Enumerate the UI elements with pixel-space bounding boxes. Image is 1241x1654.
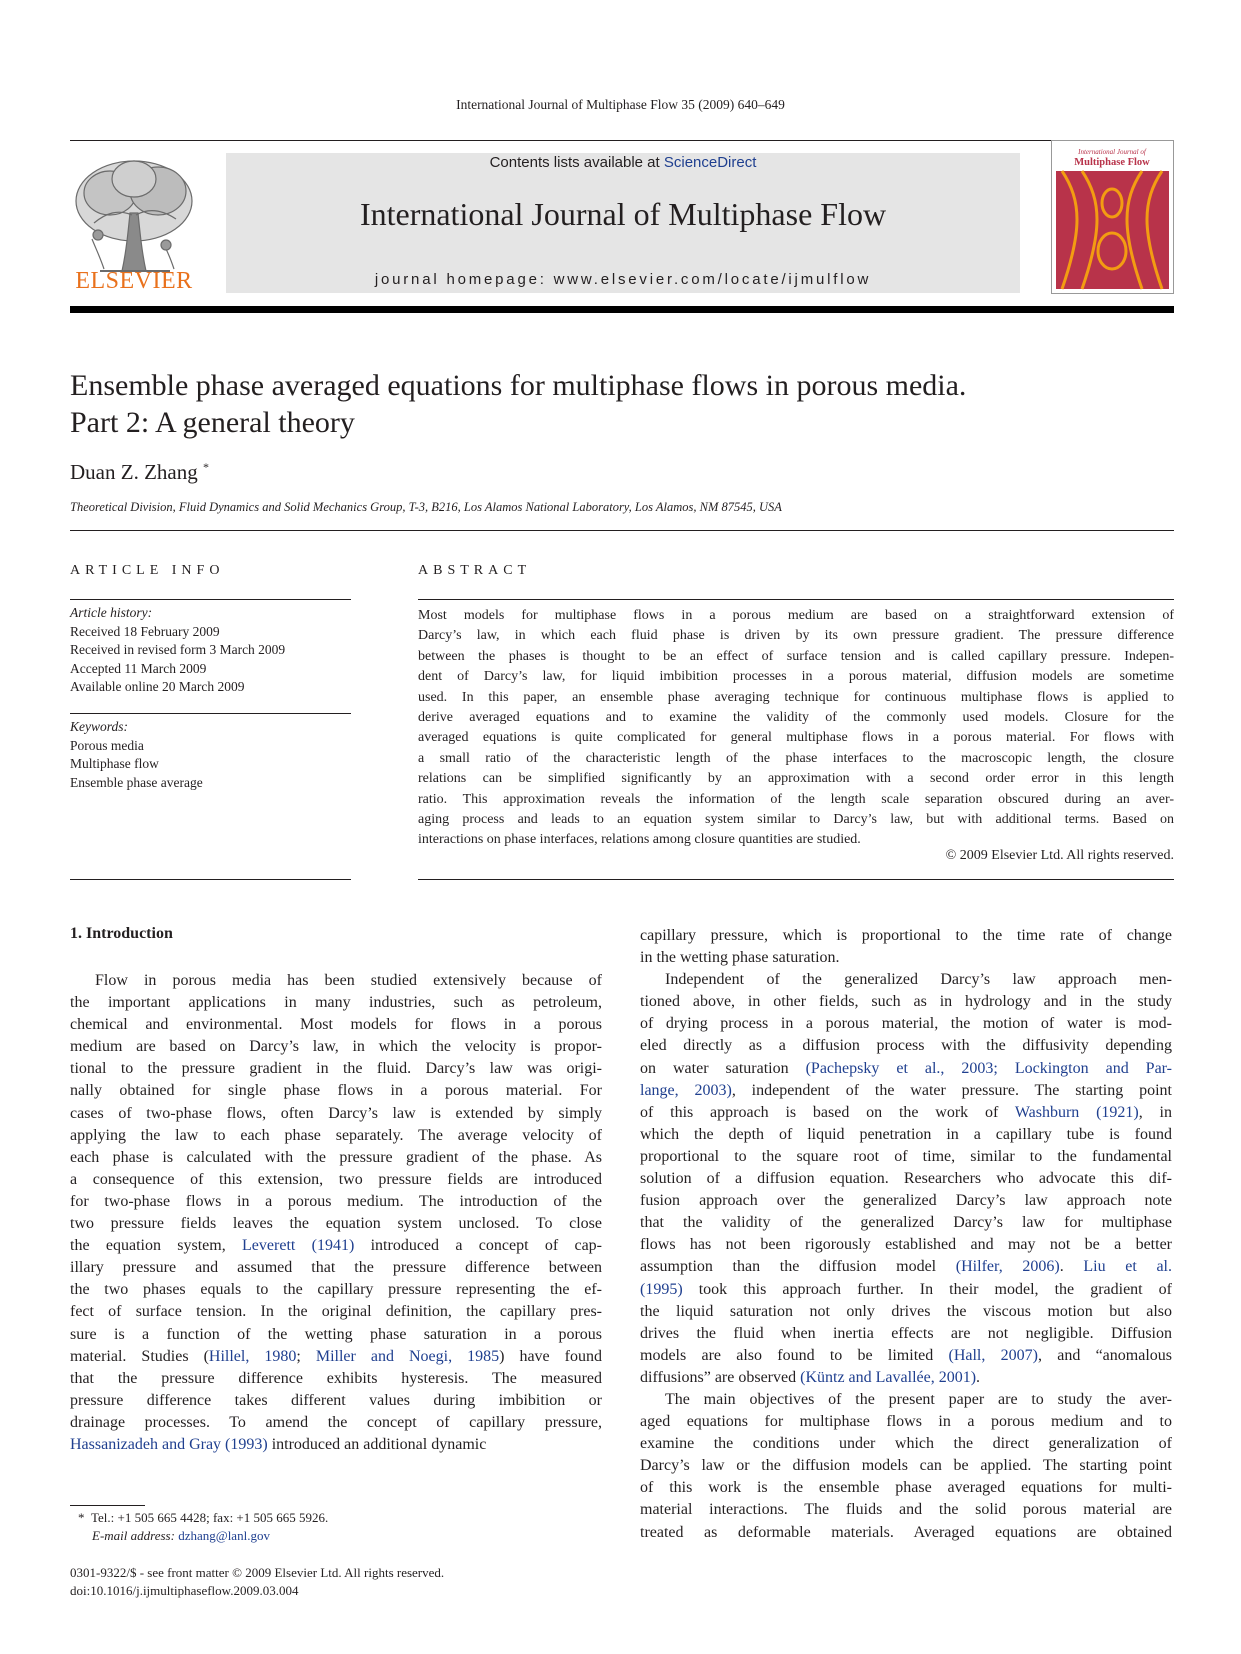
history-received: Received 18 February 2009 xyxy=(70,623,220,639)
body-text-line: sure is a function of the wetting phase saturation in a porous xyxy=(70,1325,602,1343)
body-text-fragment: assumption than the diffusion model xyxy=(640,1258,956,1276)
body-text-line: solution of a diffusion equation. Researchers who advocate this dif- xyxy=(640,1170,1172,1188)
body-text-line: illary pressure and assumed that the pressure difference between xyxy=(70,1259,602,1277)
article-info-heading: ARTICLE INFO xyxy=(70,563,225,578)
abstract-rule-top xyxy=(418,599,1174,600)
citation-link[interactable]: (Hilfer, 2006) xyxy=(955,1258,1060,1276)
contents-availability-line xyxy=(226,154,1020,171)
elsevier-wordmark: ELSEVIER xyxy=(75,268,193,294)
abstract-line: dent of Darcy’s law, for liquid imbibition processes in a porous material, diffusion models are sometime xyxy=(418,669,1174,685)
body-text-line: cases of two-phase flows, often Darcy’s law is extended by simply xyxy=(70,1104,602,1122)
abstract-line: aging process and leads to an equation system similar to Darcy’s law, but with additional terms. Based on xyxy=(418,811,1174,827)
history-revised: Received in revised form 3 March 2009 xyxy=(70,642,286,657)
author-footnote xyxy=(78,1509,328,1545)
body-text-line xyxy=(640,1080,1172,1102)
article-history-label: Article history: xyxy=(70,605,153,620)
author-footnote-mark[interactable]: * xyxy=(202,460,209,474)
body-text-line: examine the conditions under which the direct generalization of xyxy=(640,1435,1172,1453)
keyword-item: Ensemble phase average xyxy=(70,774,203,790)
body-text-line: of drying process in a porous material, the motion of water is mod- xyxy=(640,1015,1172,1033)
body-text-line: tioned above, in other fields, such as in hydrology and in the study xyxy=(640,993,1172,1011)
citation-link[interactable]: Washburn (1921) xyxy=(1014,1103,1139,1121)
body-text-line: in the wetting phase saturation. xyxy=(640,949,840,967)
body-text-line: that the validity of the generalized Darcy’s law for multiphase xyxy=(640,1214,1172,1232)
abstract-line: Darcy’s law, in which each fluid phase is driven by its own pressure gradient. The pressure difference xyxy=(418,628,1174,644)
body-text-line xyxy=(640,1102,1172,1124)
author-name-text: Duan Z. Zhang xyxy=(70,460,198,484)
body-text-line: a consequence of this extension, two pressure fields are introduced xyxy=(70,1170,602,1188)
doi-line[interactable]: doi:10.1016/j.ijmultiphaseflow.2009.03.004 xyxy=(70,1583,299,1598)
contents-prefix: Contents lists available at xyxy=(489,154,664,171)
article-title-line-2: Part 2: A general theory xyxy=(70,406,355,439)
body-text-line: The main objectives of the present paper are to study the aver- xyxy=(665,1390,1172,1408)
body-text-fragment: of this approach is based on the work of xyxy=(640,1103,1015,1121)
body-text-line: that the pressure difference exhibits hysteresis. The measured xyxy=(70,1369,602,1387)
body-text-line: of this work is the ensemble phase averaged equations for multi- xyxy=(640,1479,1172,1497)
body-text-fragment: , in xyxy=(1138,1103,1172,1121)
body-text-line: pressure difference takes different values during imbibition or xyxy=(70,1391,602,1409)
keywords-label: Keywords: xyxy=(70,719,128,734)
citation-link[interactable]: Leverett (1941) xyxy=(242,1237,355,1255)
article-info-rule-mid xyxy=(70,713,351,714)
running-header: International Journal of Multiphase Flow 35 (2009) 640–649 xyxy=(456,97,785,112)
cover-subtitle: International Journal of xyxy=(1078,148,1146,156)
body-text-fragment: material. Studies ( xyxy=(70,1347,209,1365)
body-text-line: which the depth of liquid penetration in a capillary tube is found xyxy=(640,1125,1172,1143)
body-text-line: material interactions. The fluids and the solid porous material are xyxy=(640,1501,1172,1519)
body-text-fragment: ) have found xyxy=(499,1347,603,1365)
body-text-fragment: took this approach further. In their model, the gradient of xyxy=(682,1280,1172,1298)
body-text-line: drainage processes. To amend the concept of capillary pressure, xyxy=(70,1413,602,1431)
article-info-rule-bottom xyxy=(70,879,351,880)
body-text-line: for two-phase flows in a porous medium. The introduction of the xyxy=(70,1192,602,1210)
footnote-email-line xyxy=(78,1527,328,1545)
keywords-block xyxy=(70,718,351,792)
journal-name: International Journal of Multiphase Flow xyxy=(359,196,887,232)
abstract-heading: ABSTRACT xyxy=(418,563,532,578)
body-text-line xyxy=(640,1367,1172,1389)
body-text-fragment: models are also found to be limited xyxy=(640,1346,949,1364)
body-text-line: Darcy’s law or the diffusion models can be applied. The starting point xyxy=(640,1457,1172,1475)
body-text-line xyxy=(640,1058,1172,1080)
body-text-line: two pressure fields leaves the equation system unclosed. To close xyxy=(70,1215,602,1233)
body-text-line: nally obtained for single phase flows in a porous material. For xyxy=(70,1082,602,1100)
body-text-line xyxy=(70,1235,602,1257)
body-column-right xyxy=(640,925,1172,1544)
body-text-fragment: introduced an additional dynamic xyxy=(267,1435,487,1453)
abstract-copyright: © 2009 Elsevier Ltd. All rights reserved. xyxy=(945,848,1174,863)
citation-link[interactable]: Miller and Noegi, 1985 xyxy=(315,1347,500,1365)
body-text-line: treated as deformable materials. Averaged equations are obtained xyxy=(640,1523,1172,1541)
body-text-line: fusion approach over the generalized Darcy’s law approach note xyxy=(640,1192,1172,1210)
author-name xyxy=(70,460,209,485)
abstract-line: a small ratio of the characteristic length of the phase interfaces to the macroscopic length, the closure xyxy=(418,750,1174,766)
footnote-email-label: E-mail address: xyxy=(92,1528,179,1543)
footnote-mark: * xyxy=(78,1510,85,1525)
abstract-line: relations can be simplified significantly by an approximation with a second order error in this length xyxy=(418,771,1174,787)
masthead-thick-rule xyxy=(70,306,1174,313)
body-text-line: eled directly as a diffusion process with the diffusivity depending xyxy=(640,1037,1172,1055)
citation-link[interactable]: (Hall, 2007) xyxy=(948,1346,1038,1364)
body-text-line: aged equations for multiphase flows in a porous medium and to xyxy=(640,1413,1172,1431)
abstract-line: Most models for multiphase flows in a porous medium are based on a straightforward extension of xyxy=(418,608,1174,623)
article-info-rule-top xyxy=(70,599,351,600)
keyword-item: Multiphase flow xyxy=(70,756,159,771)
body-text-line: drives the fluid when inertia effects are not negligible. Diffusion xyxy=(640,1324,1172,1342)
body-text-fragment: on water saturation xyxy=(640,1059,806,1077)
footnote-tel: Tel.: +1 505 665 4428; fax: +1 505 665 5926. xyxy=(91,1510,329,1525)
body-text-fragment: . xyxy=(1059,1258,1084,1276)
footnote-rule xyxy=(70,1505,145,1506)
citation-link[interactable]: Hillel, 1980 xyxy=(208,1347,297,1365)
body-text-line xyxy=(640,1345,1172,1367)
sciencedirect-link[interactable]: ScienceDirect xyxy=(663,154,757,171)
history-accepted: Accepted 11 March 2009 xyxy=(70,660,207,676)
top-rule xyxy=(70,140,1174,141)
body-text-line: tional to the pressure gradient in the fluid. Darcy’s law was origi- xyxy=(70,1060,602,1078)
body-text-line: Independent of the generalized Darcy’s law approach men- xyxy=(665,971,1172,989)
abstract-line: interactions on phase interfaces, relations among closure quantities are studied. xyxy=(418,832,861,848)
body-text-line: chemical and environmental. Most models for flows in a porous xyxy=(70,1016,602,1034)
body-text-line xyxy=(70,1434,602,1456)
front-matter xyxy=(70,1564,444,1600)
article-history xyxy=(70,604,351,697)
abstract-line: between the phases is thought to be an effect of surface tension and is called capillary pressure. Indepen- xyxy=(418,648,1174,664)
issn-line: 0301-9322/$ - see front matter © 2009 Elsevier Ltd. All rights reserved. xyxy=(70,1565,445,1580)
body-text-line: proportional to the square root of time, similar to the fundamental xyxy=(640,1147,1172,1165)
body-text-line: medium are based on Darcy’s law, in which the velocity is propor- xyxy=(70,1038,602,1056)
body-text-line xyxy=(70,1346,602,1368)
article-title-line-1: Ensemble phase averaged equations for multiphase flows in porous media. xyxy=(70,369,967,402)
citation-link[interactable]: Hassanizadeh and Gray (1993) xyxy=(70,1435,268,1453)
body-text-line: applying the law to each phase separately. The average velocity of xyxy=(70,1126,602,1144)
cover-title: Multiphase Flow xyxy=(1074,157,1150,168)
article-title xyxy=(70,367,1174,441)
body-text-line: flows has not been rigorously established and may not be a better xyxy=(640,1236,1172,1254)
citation-link[interactable]: (Küntz and Lavallée, 2001) xyxy=(800,1368,977,1386)
abstract-line: derive averaged equations and to examine the validity of the commonly used models. Closure for the xyxy=(418,709,1174,725)
history-online: Available online 20 March 2009 xyxy=(70,679,245,694)
body-text-line: Flow in porous media has been studied extensively because of xyxy=(95,972,602,989)
body-text-line xyxy=(640,1279,1172,1301)
abstract-rule-bottom xyxy=(418,879,1174,880)
body-text-fragment: ; xyxy=(296,1347,316,1365)
citation-link[interactable]: lange, 2003) xyxy=(640,1081,732,1099)
citation-link[interactable]: Liu et al. xyxy=(1083,1258,1173,1276)
citation-link[interactable]: (Pachepsky et al., 2003; Lockington and Par- xyxy=(805,1059,1173,1077)
abstract-line: ratio. This approximation reveals the information of the length scale separation obscured during an aver- xyxy=(418,791,1174,807)
citation-link[interactable]: (1995) xyxy=(640,1280,683,1298)
footnote-contact xyxy=(78,1509,328,1527)
body-text-line: each phase is calculated with the pressure gradient of the phase. As xyxy=(70,1148,602,1166)
keyword-item: Porous media xyxy=(70,737,144,753)
body-text-fragment: . xyxy=(976,1368,981,1386)
body-text-line: capillary pressure, which is proportional to the time rate of change xyxy=(640,927,1172,944)
author-email-link[interactable]: dzhang@lanl.gov xyxy=(178,1528,270,1543)
body-text-line: the two phases equals to the capillary pressure representing the ef- xyxy=(70,1281,602,1299)
body-text-line: the important applications in many industries, such as petroleum, xyxy=(70,994,602,1012)
section-heading-introduction: 1. Introduction xyxy=(70,925,173,942)
affiliation-rule xyxy=(70,530,1174,531)
body-text-line: the liquid saturation not only drives the viscous motion but also xyxy=(640,1302,1172,1320)
abstract-body xyxy=(418,606,1174,851)
body-text-fragment: diffusions” are observed xyxy=(640,1368,801,1386)
body-column-left xyxy=(70,970,602,1456)
journal-cover-image xyxy=(1052,141,1173,293)
journal-homepage-link[interactable]: journal homepage: www.elsevier.com/locate/ijmulflow xyxy=(374,271,872,288)
abstract-line: averaged equations is quite complicated for general multiphase flows in a porous material. For flows with xyxy=(418,730,1174,746)
body-text-fragment: , and “anomalous xyxy=(1037,1346,1172,1364)
author-affiliation: Theoretical Division, Fluid Dynamics and Solid Mechanics Group, T-3, B216, Los Alamos National Laboratory, Los Alamos, NM 87545, USA xyxy=(70,500,782,514)
body-text-line xyxy=(640,1256,1172,1278)
body-text-fragment: , independent of the water pressure. The starting point xyxy=(731,1081,1172,1099)
body-text-fragment: introduced a concept of cap- xyxy=(354,1237,602,1255)
abstract-line: used. In this paper, an ensemble phase averaging technique for continuous multiphase flows is applied to xyxy=(418,689,1174,705)
body-text-fragment: the equation system, xyxy=(70,1237,243,1255)
body-text-line: fect of surface tension. In the original definition, the capillary pres- xyxy=(70,1303,602,1321)
